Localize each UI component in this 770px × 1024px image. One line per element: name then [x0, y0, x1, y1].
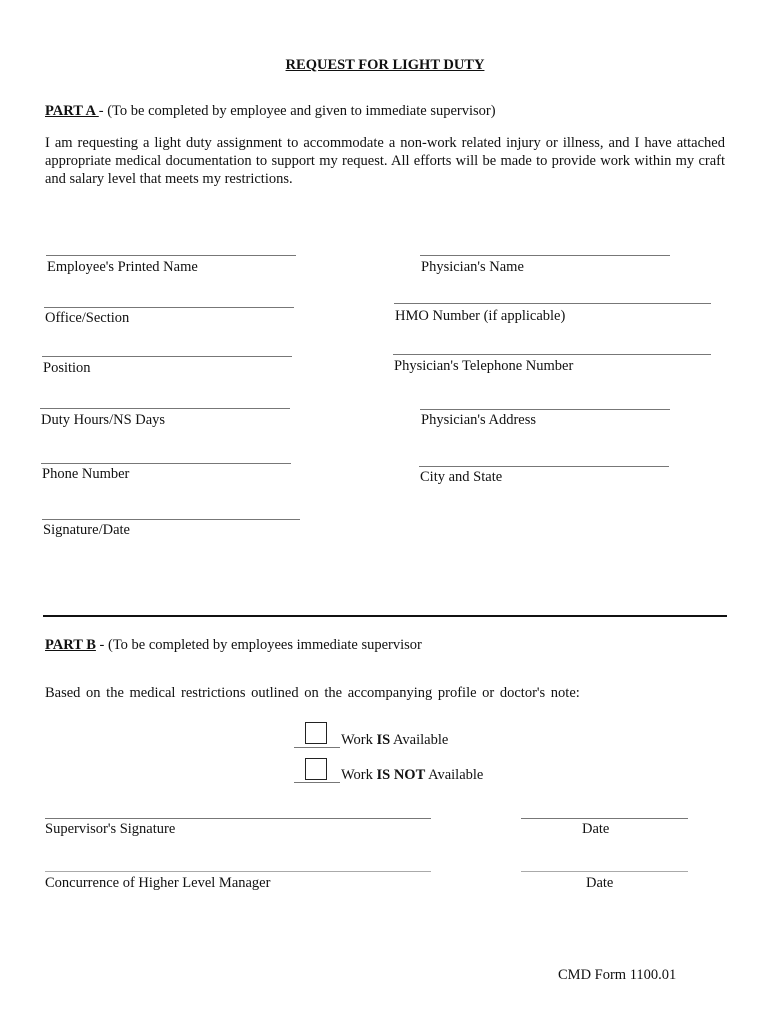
part-a-label: PART A: [45, 103, 99, 119]
work-not-available-emphasis: IS NOT: [376, 767, 426, 783]
work-available-prefix: Work: [341, 732, 377, 748]
work-available-emphasis: IS: [376, 732, 391, 748]
part-b-instruction: - (To be completed by employees immediate supervisor: [95, 637, 422, 653]
concurrence-line[interactable]: [45, 871, 431, 872]
city-state-line[interactable]: [419, 466, 669, 467]
supervisor-date-line[interactable]: [521, 818, 688, 819]
city-state-label: City and State: [420, 469, 503, 485]
hmo-number-line[interactable]: [394, 303, 711, 304]
request-paragraph: I am requesting a light duty assignment to accommodate a non-work related injury or illness, and I have attached appropriate medical documentation to support my request. All efforts will be made to provide work within my craft and salary level that meets my restrictions.: [45, 135, 725, 187]
office-section-line[interactable]: [44, 307, 294, 308]
employee-name-line[interactable]: [46, 255, 296, 256]
physician-address-label: Physician's Address: [421, 412, 536, 428]
supervisor-date-label: Date: [582, 821, 610, 837]
supervisor-signature-label: Supervisor's Signature: [45, 821, 176, 837]
part-a-heading: [45, 103, 496, 120]
part-b-heading: [45, 637, 422, 654]
physician-phone-line[interactable]: [393, 354, 711, 355]
physician-phone-label: Physician's Telephone Number: [394, 358, 574, 374]
concurrence-date-line[interactable]: [521, 871, 688, 872]
concurrence-label: Concurrence of Higher Level Manager: [45, 875, 271, 891]
part-b-label: PART B: [45, 637, 96, 653]
physician-address-line[interactable]: [420, 409, 670, 410]
signature-date-line[interactable]: [42, 519, 300, 520]
phone-number-label: Phone Number: [42, 466, 130, 482]
office-section-label: Office/Section: [45, 310, 130, 326]
supervisor-signature-line[interactable]: [45, 818, 431, 819]
signature-date-label: Signature/Date: [43, 522, 130, 538]
work-not-available-suffix: Available: [425, 767, 484, 783]
section-divider: [43, 615, 727, 617]
duty-hours-label: Duty Hours/NS Days: [41, 412, 166, 428]
work-available-blank: [294, 747, 340, 748]
work-not-available-checkbox[interactable]: [305, 758, 327, 780]
employee-name-label: Employee's Printed Name: [47, 259, 198, 275]
concurrence-date-label: Date: [586, 875, 614, 891]
work-not-available-blank: [294, 782, 340, 783]
duty-hours-line[interactable]: [40, 408, 290, 409]
work-not-available-prefix: Work: [341, 767, 377, 783]
part-a-instruction: - (To be completed by employee and given to immediate supervisor): [98, 103, 496, 119]
position-line[interactable]: [42, 356, 292, 357]
work-available-label: [341, 732, 448, 749]
work-not-available-label: [341, 767, 483, 784]
phone-number-line[interactable]: [41, 463, 291, 464]
part-b-intro: Based on the medical restrictions outlined on the accompanying profile or doctor's note:: [45, 685, 580, 701]
position-label: Position: [43, 360, 91, 376]
form-number: CMD Form 1100.01: [558, 967, 677, 983]
hmo-number-label: HMO Number (if applicable): [395, 308, 566, 324]
work-available-checkbox[interactable]: [305, 722, 327, 744]
work-available-suffix: Available: [390, 732, 449, 748]
physician-name-line[interactable]: [420, 255, 670, 256]
physician-name-label: Physician's Name: [421, 259, 524, 275]
form-title: REQUEST FOR LIGHT DUTY: [285, 57, 485, 73]
